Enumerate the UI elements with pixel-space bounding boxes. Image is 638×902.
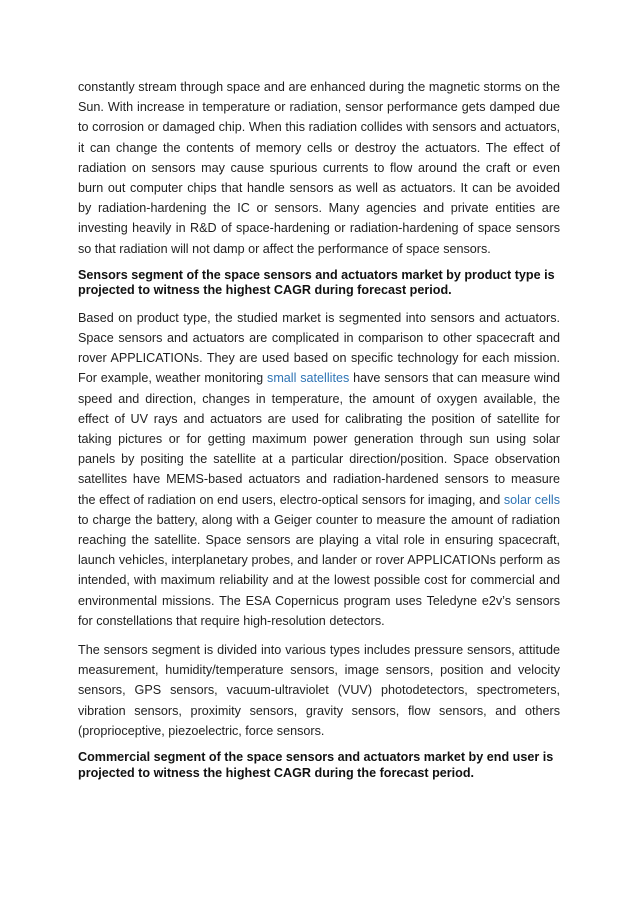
document-page — [78, 77, 560, 790]
paragraph-product-type — [78, 308, 560, 631]
heading-sensors-segment: Sensors segment of the space sensors and actuators market by product type is projected to witness the highest CAGR during forecast period. — [78, 267, 555, 298]
paragraph-text: to charge the battery, along with a Geiger counter to measure the amount of radiation reaching the satellite. Space sensors are playing a vital role in ensuring spacecraft, launch vehicles, interplanetary probes, and lander or rover APPLICATIONs perform as intended, with maximum reliability and at the lowest possible cost for commercial and environmental missions. The ESA Copernicus program uses Teledyne e2v’s sensors for constellations that require high-resolution detectors. — [78, 512, 560, 628]
paragraph-text: have sensors that can measure wind speed and direction, changes in temperature, the amount of oxygen available, the effect of UV rays and actuators are used for calibrating the position of satellite for taking pictures or for getting maximum power generation through sun using solar panels by positing the satellite at a particular direction/position. Space observation satellites have MEMS-based actuators and radiation-hardened sensors to measure the effect of radiation on end users, electro-optical sensors for imaging, and — [78, 371, 561, 507]
paragraph-radiation-effects: constantly stream through space and are enhanced during the magnetic storms on the Sun. With increase in temperature or radiation, sensor performance gets damped due to corrosion or damaged chip. When this radiation collides with sensors and actuators, it can change the contents of memory cells or destroy the actuators. The effect of radiation on sensors may cause spurious currents to flow around the craft or even burn out computer chips that handle sensors as well as actuators. It can be avoided by radiation-hardening the IC or sensors. Many agencies and private entities are investing heavily in R&D of space-hardening or radiation-hardening of space sensors so that radiation will not damp or affect the performance of space sensors. — [78, 80, 560, 256]
link-small-satellites[interactable]: small satellites — [267, 371, 350, 386]
heading-commercial-segment: Commercial segment of the space sensors and actuators market by end user is projected to witness the highest CAGR during the forecast period. — [78, 750, 554, 780]
paragraph-sensor-types: The sensors segment is divided into various types includes pressure sensors, attitude measurement, humidity/temperature sensors, image sensors, position and velocity sensors, GPS sensors, vacuum-ultraviolet (VUV) photodetectors, spectrometers, vibration sensors, proximity sensors, gravity sensors, flow sensors, and others (proprioceptive, piezoelectric, force sensors. — [78, 643, 560, 738]
paragraph-text: Based on product type, the studied market is segmented into sensors and actuators. Space sensors and actuators are complicated in comparison to other spacecraft and rover APPLICATIONs. They are used based on specific technology for each mission. For example, weather monitoring — [78, 310, 560, 386]
link-solar-cells[interactable]: solar cells — [503, 492, 561, 507]
